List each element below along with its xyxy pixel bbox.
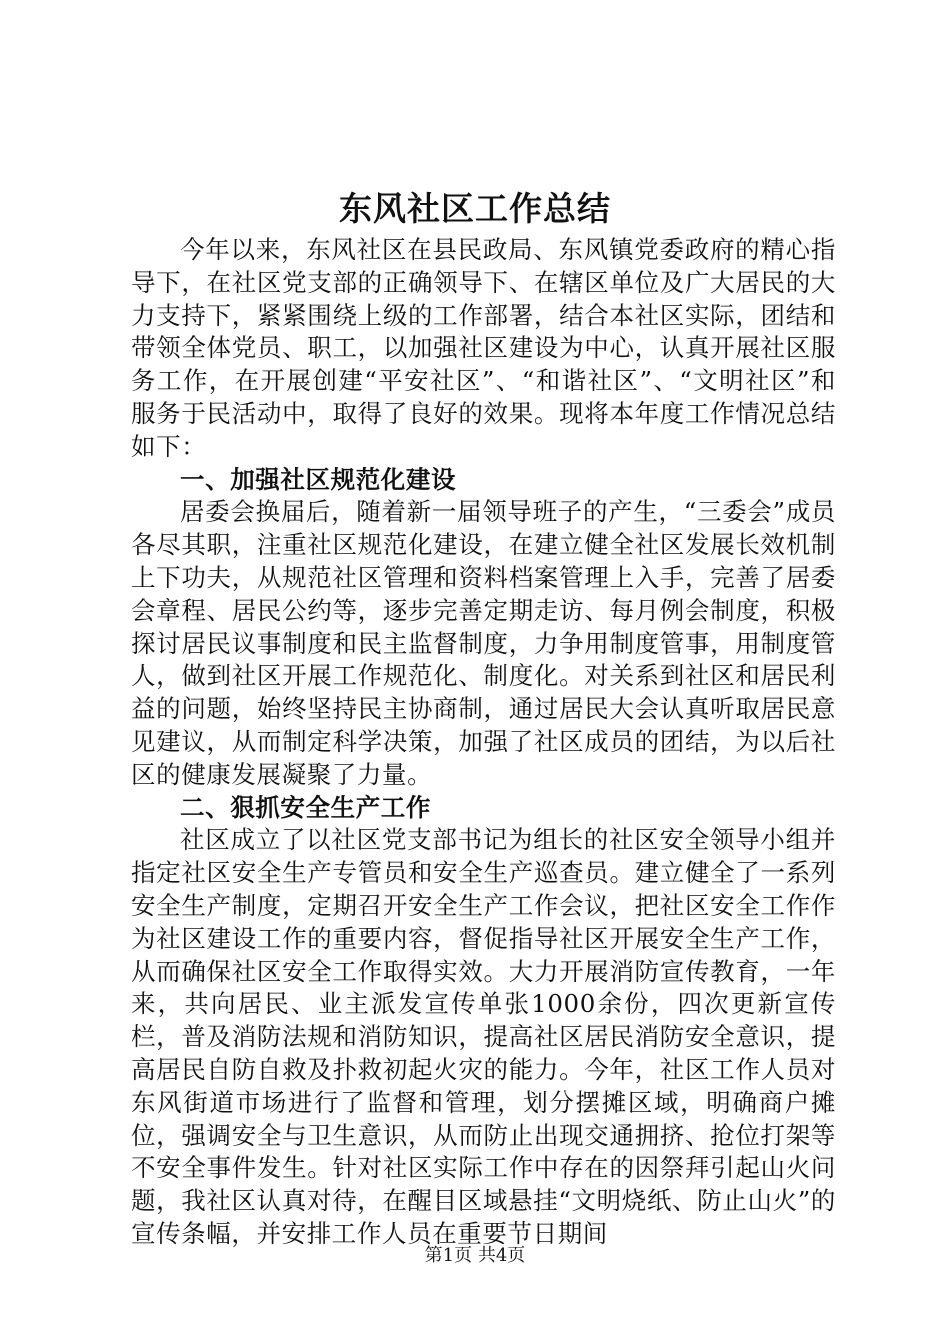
document-body [131, 234, 836, 1251]
document-title: 东风社区工作总结 [339, 189, 611, 228]
section-2-paragraph: 社区成立了以社区党支部书记为组长的社区安全领导小组并指定社区安全生产专管员和安全生产巡查员。建立健全了一系列安全生产制度，定期召开安全生产工作会议，把社区安全工作作为社区建设工作的重要内容，督促指导社区开展安全生产工作，从而确保社区安全工作取得实效。大力开展消防宣传教育，一年来，共向居民、业主派发宣传单张1000余份，四次更新宣传栏，普及消防法规和消防知识，提高社区居民消防安全意识，提高居民自防自救及扑救初起火灾的能力。今年，社区工作人员对东风街道市场进行了监督和管理，划分摆摊区域，明确商户摊位，强调安全与卫生意识，从而防止出现交通拥挤、抢位打架等不安全事件发生。针对社区实际工作中存在的因祭拜引起山火问题，我社区认真对待，在醒目区域悬挂“文明烧纸、防止山火”的宣传条幅，并安排工作人员在重要节日期间 [131, 825, 836, 1248]
intro-paragraph: 今年以来，东风社区在县民政局、东风镇党委政府的精心指导下，在社区党支部的正确领导下、在辖区单位及广大居民的大力支持下，紧紧围绕上级的工作部署，结合本社区实际，团结和带领全体党员、职工，以加强社区建设为中心，认真开展社区服务工作，在开展创建“平安社区”、“和谐社区”、“文明社区”和服务于民活动中，取得了良好的效果。现将本年度工作情况总结如下： [131, 235, 836, 461]
section-heading-1: 一、加强社区规范化建设 [180, 464, 457, 494]
section-1-paragraph: 居委会换届后，随着新一届领导班子的产生，“三委会”成员各尽其职，注重社区规范化建设，在建立健全社区发展长效机制上下功夫，从规范社区管理和资料档案管理上入手，完善了居委会章程、居民公约等，逐步完善定期走访、每月例会制度，积极探讨居民议事制度和民主监督制度，力争用制度管事，用制度管人，做到社区开展工作规范化、制度化。对关系到社区和居民利益的问题，始终坚持民主协商制，通过居民大会认真听取居民意见建议，从而制定科学决策，加强了社区成员的团结，为以后社区的健康发展凝聚了力量。 [131, 497, 836, 789]
section-heading-2: 二、狠抓安全生产工作 [180, 792, 431, 822]
page-footer: 第1页 共4页 [424, 1245, 526, 1266]
